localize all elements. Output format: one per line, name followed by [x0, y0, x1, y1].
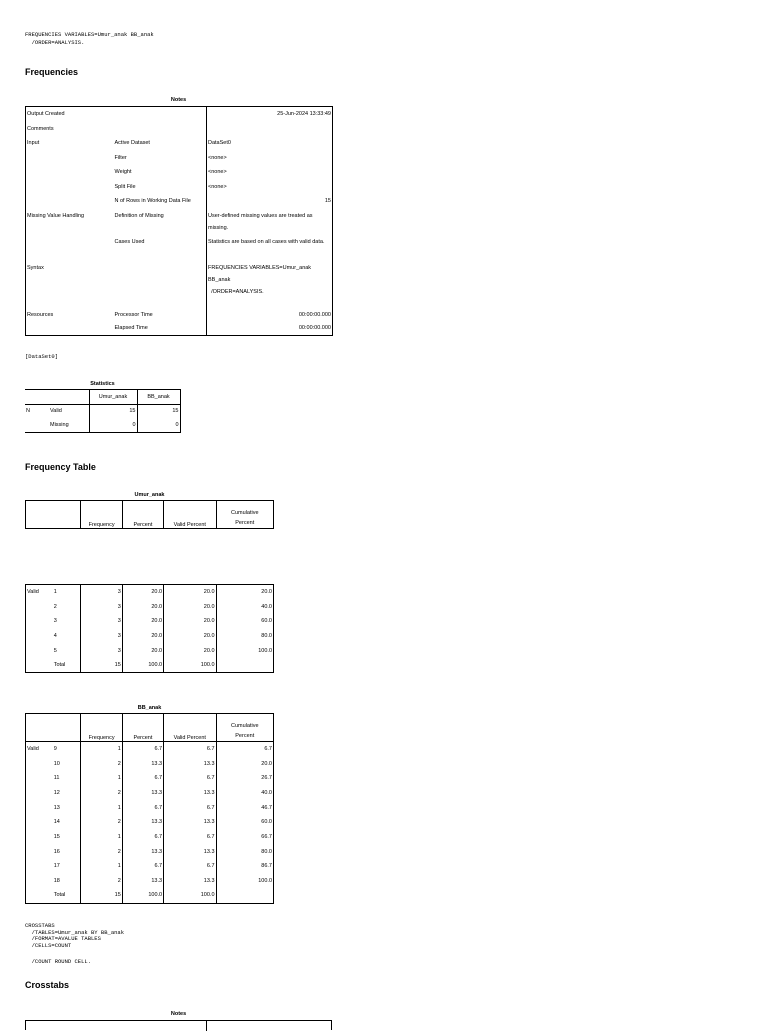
notes-row-value: 25-Jun-2024 13:33:49	[277, 111, 331, 117]
notes-row-value: Statistics are based on all cases with valid data.	[208, 238, 325, 245]
notes-row-value: DataSet0	[208, 140, 231, 146]
bb-cell-cumulative-percent: 100.0	[258, 878, 272, 885]
notes-row	[26, 107, 333, 122]
umur-cell-cumulative-percent: 20.0	[261, 589, 272, 596]
notes-row-value: <none>	[208, 183, 227, 190]
bb-cell-valid-percent: 6.7	[164, 742, 216, 757]
notes-row-label: Input	[27, 140, 40, 146]
bb-cell-valid-percent: 13.3	[164, 844, 216, 859]
bb-table	[25, 713, 274, 904]
notes-row-sublabel: Filter	[114, 151, 207, 166]
umur-cell-frequency: 3	[81, 599, 122, 614]
bb-cell-percent: 6.7	[122, 830, 163, 845]
bb-cell-percent: 6.7	[122, 742, 163, 757]
notes-row-label: Output Created	[27, 111, 65, 117]
notes-row-value: User-defined missing values are treated as missing.	[208, 212, 315, 231]
bb-cell-cumulative-percent: 86.7	[261, 863, 272, 870]
umur-group-blank	[26, 614, 53, 629]
notes-row-value: <none>	[208, 154, 227, 161]
bb-cell-frequency: 2	[81, 844, 122, 859]
notes-row	[26, 165, 333, 180]
bb-cell-cumulative-percent: 40.0	[261, 789, 272, 796]
syntax-block-crosstabs: CROSSTABS /TABLES=Umur_anak BY BB_anak /FORMAT=AVALUE TABLES /CELLS=COUNT	[25, 922, 125, 949]
bb-cell-percent: 6.7	[122, 859, 163, 874]
bb-cell-category: 14	[53, 815, 81, 830]
umur-cell-frequency: 3	[81, 585, 122, 600]
notes-row-sublabel: Definition of Missing	[114, 209, 207, 235]
notes-row-label	[26, 194, 114, 209]
bb-cell-frequency: 15	[81, 888, 122, 903]
umur-cell-valid-percent: 20.0	[164, 614, 216, 629]
notes-row	[26, 235, 333, 261]
umur-header-cumulative-percent: Cumulative Percent	[231, 510, 259, 526]
stat-cell: 15	[89, 404, 137, 418]
bb-cell-category: 12	[53, 786, 81, 801]
bb-cell-cumulative-percent: 26.7	[261, 775, 272, 782]
umur-header-valid-percent: Valid Percent	[164, 501, 216, 529]
notes-table	[25, 106, 333, 336]
bb-row	[26, 756, 274, 771]
stat-col-header: BB_anak	[137, 390, 180, 405]
bb-row	[26, 786, 274, 801]
notes-row	[26, 194, 333, 209]
umur-header-blank	[26, 501, 81, 529]
umur-cell-cumulative-percent: 100.0	[258, 647, 272, 654]
bb-cell-category: Total	[53, 888, 81, 903]
umur-row	[26, 585, 274, 600]
bb-cell-valid-percent: 13.3	[164, 756, 216, 771]
umur-cell-category: 4	[53, 629, 81, 644]
notes-row	[26, 151, 333, 166]
notes-row-label	[26, 321, 114, 336]
bb-header-percent: Percent	[122, 714, 163, 742]
bb-cell-valid-percent: 6.7	[164, 800, 216, 815]
stat-col-header: Umur_anak	[89, 390, 137, 405]
bb-cell-frequency: 2	[81, 874, 122, 889]
notes-row-label	[26, 165, 114, 180]
notes2-table	[25, 1020, 332, 1030]
bb-row	[26, 888, 274, 903]
bb-group-blank	[26, 830, 53, 845]
umur-group-blank	[26, 658, 53, 673]
bb-group-blank	[26, 771, 53, 786]
umur-cell-percent: 20.0	[122, 585, 163, 600]
umur-cell-category: 3	[53, 614, 81, 629]
umur-cell-frequency: 15	[81, 658, 122, 673]
notes-row-value	[207, 122, 333, 137]
umur-row	[26, 658, 274, 673]
bb-cell-category: 16	[53, 844, 81, 859]
dataset-label: [DataSet0]	[25, 353, 59, 360]
bb-cell-frequency: 2	[81, 815, 122, 830]
umur-cell-percent: 20.0	[122, 629, 163, 644]
bb-header-blank	[26, 714, 81, 742]
stat-row-label: Valid	[49, 404, 89, 418]
bb-cell-cumulative-percent: 6.7	[264, 746, 272, 753]
notes2-divider	[206, 1021, 207, 1031]
bb-group-blank	[26, 756, 53, 771]
bb-cell-cumulative-percent: 46.7	[261, 804, 272, 811]
umur-cell-valid-percent: 20.0	[164, 629, 216, 644]
notes2-table-title: Notes	[170, 1011, 187, 1017]
notes-row-sublabel: Processor Time	[114, 299, 207, 321]
heading-frequency-table: Frequency Table	[25, 462, 96, 472]
stat-row-label: Missing	[49, 418, 89, 432]
umur-cell-percent: 20.0	[122, 599, 163, 614]
umur-cell-frequency: 3	[81, 643, 122, 658]
bb-group-blank	[26, 786, 53, 801]
stat-cell: 0	[175, 421, 179, 428]
umur-cell-category: 2	[53, 599, 81, 614]
bb-cell-category: 17	[53, 859, 81, 874]
bb-cell-valid-percent: 13.3	[164, 874, 216, 889]
bb-cell-cumulative-percent: 20.0	[261, 760, 272, 767]
notes-row	[26, 299, 333, 321]
bb-cell-valid-percent: 6.7	[164, 830, 216, 845]
bb-cell-valid-percent: 100.0	[164, 888, 216, 903]
notes-row-sublabel: N of Rows in Working Data File	[114, 194, 207, 209]
stat-cell: 0	[89, 418, 137, 432]
umur-cell-category: Total	[53, 658, 81, 673]
umur-cell-percent: 100.0	[122, 658, 163, 673]
notes-row	[26, 321, 333, 336]
bb-cell-cumulative-percent: 66.7	[261, 833, 272, 840]
umur-cell-valid-percent: 20.0	[164, 643, 216, 658]
bb-row	[26, 800, 274, 815]
notes-row	[26, 136, 333, 151]
umur-cell-percent: 20.0	[122, 614, 163, 629]
bb-cell-category: 15	[53, 830, 81, 845]
bb-group-blank	[26, 859, 53, 874]
bb-row	[26, 859, 274, 874]
notes-table-title: Notes	[170, 97, 187, 103]
bb-cell-percent: 13.3	[122, 756, 163, 771]
statistics-table	[25, 389, 181, 433]
bb-group-blank	[26, 888, 53, 903]
bb-cell-percent: 13.3	[122, 786, 163, 801]
bb-cell-frequency: 2	[81, 756, 122, 771]
bb-cell-valid-percent: 6.7	[164, 771, 216, 786]
umur-group-blank	[26, 629, 53, 644]
notes-row-label	[26, 235, 114, 261]
umur-cell-cumulative-percent: 60.0	[261, 618, 272, 625]
bb-cell-frequency: 1	[81, 859, 122, 874]
bb-table-title: BB_anak	[137, 705, 162, 711]
bb-cell-category: 10	[53, 756, 81, 771]
notes-row-sublabel: Split File	[114, 180, 207, 195]
notes-row-value: 00:00:00.000	[298, 311, 331, 318]
notes-row	[26, 261, 333, 299]
stat-cell: 15	[172, 408, 179, 415]
notes-row-label: Syntax	[27, 264, 44, 271]
notes-row-label	[26, 151, 114, 166]
notes-row-value: 00:00:00.000	[298, 324, 331, 331]
bb-cell-valid-percent: 13.3	[164, 786, 216, 801]
umur-cell-frequency: 3	[81, 629, 122, 644]
heading-crosstabs: Crosstabs	[25, 980, 70, 990]
bb-group-blank	[26, 815, 53, 830]
bb-group-blank	[26, 844, 53, 859]
umur-group-label: Valid	[27, 589, 39, 596]
bb-row	[26, 874, 274, 889]
heading-frequencies: Frequencies	[25, 67, 79, 77]
notes-row-sublabel	[114, 261, 207, 299]
umur-cell-frequency: 3	[81, 614, 122, 629]
notes-row-sublabel: Weight	[114, 165, 207, 180]
umur-cell-valid-percent: 20.0	[164, 599, 216, 614]
bb-cell-percent: 6.7	[122, 800, 163, 815]
bb-row	[26, 844, 274, 859]
bb-cell-category: 9	[53, 742, 81, 757]
notes-row	[26, 180, 333, 195]
syntax-block-crosstabs-count: /COUNT ROUND CELL.	[25, 958, 92, 965]
stat-row-group-label: N	[25, 404, 49, 418]
bb-cell-percent: 13.3	[122, 844, 163, 859]
bb-group-blank	[26, 800, 53, 815]
bb-row	[26, 771, 274, 786]
notes-row-value: 15	[324, 198, 331, 204]
bb-cell-frequency: 1	[81, 742, 122, 757]
bb-header-cumulative-percent: Cumulative Percent	[216, 714, 273, 742]
bb-cell-category: 13	[53, 800, 81, 815]
umur-cell-cumulative-percent: 40.0	[261, 603, 272, 610]
notes-row-sublabel: Elapsed Time	[114, 321, 207, 336]
bb-header-frequency: Frequency	[81, 714, 122, 742]
notes-row-label: Missing Value Handling	[27, 212, 85, 219]
notes-row-sublabel: Cases Used	[114, 235, 207, 261]
umur-header-percent: Percent	[122, 501, 163, 529]
bb-cell-percent: 6.7	[122, 771, 163, 786]
notes-row-value: FREQUENCIES VARIABLES=Umur_anak BB_anak /ORDER=ANALYSIS.	[208, 264, 312, 295]
bb-cell-percent: 13.3	[122, 815, 163, 830]
notes-row-sublabel: Active Dataset	[114, 136, 207, 151]
umur-table-header	[25, 500, 274, 529]
umur-row	[26, 614, 274, 629]
notes-row-label: Comments	[27, 125, 54, 132]
statistics-table-title: Statistics	[90, 381, 115, 387]
umur-header-frequency: Frequency	[81, 501, 122, 529]
umur-cell-cumulative-percent: 80.0	[261, 632, 272, 639]
notes-row-label	[26, 180, 114, 195]
bb-cell-percent: 13.3	[122, 874, 163, 889]
bb-cell-cumulative-percent	[216, 888, 273, 903]
bb-cell-frequency: 2	[81, 786, 122, 801]
umur-group-blank	[26, 643, 53, 658]
umur-table-title: Umur_anak	[134, 492, 165, 498]
bb-row	[26, 815, 274, 830]
notes-row-sublabel	[114, 107, 207, 122]
bb-row	[26, 830, 274, 845]
syntax-block-frequencies: FREQUENCIES VARIABLES=Umur_anak BB_anak /ORDER=ANALYSIS.	[25, 31, 154, 46]
umur-table-body	[25, 584, 274, 673]
umur-row	[26, 599, 274, 614]
umur-group-blank	[26, 599, 53, 614]
notes-row-sublabel	[114, 122, 207, 137]
umur-cell-valid-percent: 20.0	[164, 585, 216, 600]
bb-cell-category: 18	[53, 874, 81, 889]
umur-row	[26, 643, 274, 658]
bb-row	[26, 742, 274, 757]
umur-cell-cumulative-percent	[216, 658, 273, 673]
bb-cell-cumulative-percent: 60.0	[261, 819, 272, 826]
bb-group-blank	[26, 874, 53, 889]
notes-row	[26, 122, 333, 137]
bb-cell-frequency: 1	[81, 771, 122, 786]
bb-cell-category: 11	[53, 771, 81, 786]
bb-cell-valid-percent: 13.3	[164, 815, 216, 830]
umur-cell-percent: 20.0	[122, 643, 163, 658]
bb-group-label: Valid	[27, 746, 39, 753]
bb-header-valid-percent: Valid Percent	[164, 714, 216, 742]
notes-row-label: Resources	[27, 311, 54, 318]
notes-row-value: <none>	[208, 169, 227, 175]
umur-cell-category: 5	[53, 643, 81, 658]
umur-row	[26, 629, 274, 644]
umur-cell-category: 1	[53, 585, 81, 600]
bb-cell-cumulative-percent: 80.0	[261, 848, 272, 855]
bb-cell-frequency: 1	[81, 800, 122, 815]
bb-cell-percent: 100.0	[122, 888, 163, 903]
notes-row	[26, 209, 333, 235]
bb-cell-frequency: 1	[81, 830, 122, 845]
bb-cell-valid-percent: 6.7	[164, 859, 216, 874]
umur-cell-valid-percent: 100.0	[164, 658, 216, 673]
